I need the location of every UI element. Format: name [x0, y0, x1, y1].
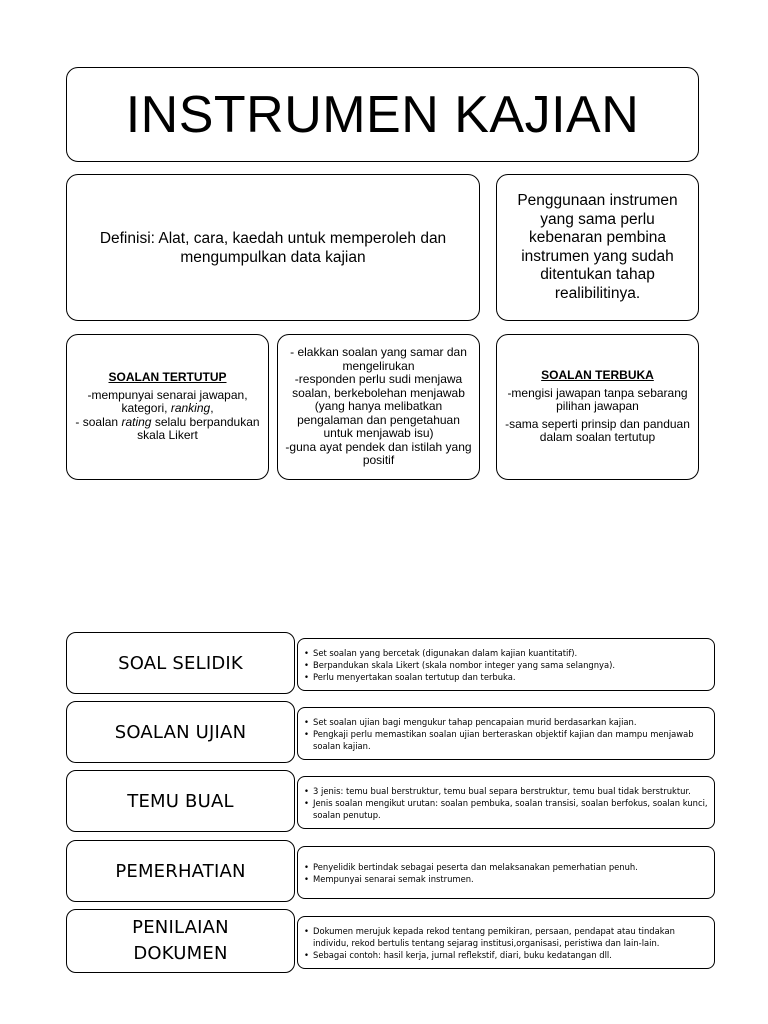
- note-box: [496, 174, 699, 321]
- bullet-icon: •: [304, 728, 309, 739]
- bullet-icon: •: [304, 716, 309, 727]
- method-desc-penilaian-dokumen: [297, 916, 715, 969]
- bullet-icon: •: [304, 659, 309, 670]
- method-point: [304, 647, 708, 659]
- closed-questions-point-1-end: ,: [210, 401, 214, 416]
- diagram-title: INSTRUMEN KAJIAN: [125, 85, 640, 144]
- bullet-icon: •: [304, 785, 309, 796]
- bullet-icon: •: [304, 671, 309, 682]
- method-point-text: Jenis soalan mengikut urutan: soalan pembuka, soalan transisi, soalan berfokus, soalan kunci, soalan penutup.: [313, 797, 708, 820]
- method-desc-pemerhatian: [297, 846, 715, 899]
- method-point: [304, 873, 708, 885]
- note-text: Penggunaan instrumen yang sama perlu kebenaran pembina instrumen yang sudah ditentukan tahap realibilitinya.: [517, 192, 678, 302]
- method-point: [304, 797, 708, 821]
- closed-questions-point-2-end: selalu berpandukan skala Likert: [137, 414, 260, 443]
- method-point: [304, 671, 708, 683]
- method-label-text: PENILAIAN DOKUMEN: [132, 917, 229, 964]
- bullet-icon: •: [304, 925, 309, 936]
- bullet-icon: •: [304, 647, 309, 658]
- method-point-text: Penyelidik bertindak sebagai peserta dan melaksanakan pemerhatian penuh.: [313, 861, 638, 872]
- method-point-text: 3 jenis: temu bual berstruktur, temu bual separa berstruktur, temu bual tidak berstruktur.: [313, 785, 691, 796]
- definition-text: Definisi: Alat, cara, kaedah untuk memperoleh dan mengumpulkan data kajian: [99, 229, 447, 266]
- title-box: [66, 67, 699, 162]
- closed-questions-point-1-italic: ranking: [170, 401, 211, 416]
- method-point-text: Set soalan ujian bagi mengukur tahap pencapaian murid berdasarkan kajian.: [313, 716, 637, 727]
- closed-questions-point-1: [73, 389, 262, 416]
- method-point: [304, 861, 708, 873]
- closed-questions-box: [66, 334, 269, 480]
- closed-questions-point-1-text: -mempunyai senarai jawapan, kategori,: [87, 387, 248, 416]
- method-point-text: Pengkaji perlu memastikan soalan ujian berteraskan objektif kajian dan mampu menjawab soalan kajian.: [313, 728, 694, 751]
- method-point: [304, 925, 708, 949]
- method-point-text: Berpandukan skala Likert (skala nombor integer yang sama selangnya).: [313, 659, 616, 670]
- method-point-text: Mempunyai senarai semak instrumen.: [313, 873, 474, 884]
- method-point: [304, 728, 708, 752]
- tip-item: -responden perlu sudi menjawa soalan, berkebolehan menjawab (yang hanya melibatkan pengalaman dan pengetahuan untuk menjawab isu): [292, 372, 465, 441]
- method-point-text: Set soalan yang bercetak (digunakan dalam kajian kuantitatif).: [313, 647, 578, 658]
- method-label-penilaian-dokumen: [66, 909, 295, 973]
- method-label-soalan-ujian: [66, 701, 295, 763]
- method-label-soal-selidik: [66, 632, 295, 694]
- open-questions-point: -mengisi jawapan tanpa sebarang pilihan jawapan: [507, 385, 688, 414]
- bullet-icon: •: [304, 949, 309, 960]
- method-desc-temu-bual: [297, 776, 715, 829]
- method-point: [304, 785, 708, 797]
- method-point-text: Dokumen merujuk kepada rekod tentang pemikiran, persaan, pendapat atau tindakan individu, rekod bertulis tentang sejarag institusi,organisasi, peristiwa dan lain-lain.: [313, 925, 675, 948]
- method-point: [304, 716, 708, 728]
- bullet-icon: •: [304, 797, 309, 808]
- method-point: [304, 659, 708, 671]
- method-label-text: SOALAN UJIAN: [114, 721, 247, 743]
- tip-item: - elakkan soalan yang samar dan mengelirukan: [290, 345, 467, 373]
- bullet-icon: •: [304, 861, 309, 872]
- tip-item: -guna ayat pendek dan istilah yang positif: [285, 439, 472, 468]
- bullet-icon: •: [304, 873, 309, 884]
- method-label-text: PEMERHATIAN: [115, 860, 246, 882]
- method-label-pemerhatian: [66, 840, 295, 902]
- method-desc-soalan-ujian: [297, 707, 715, 760]
- closed-questions-point-2-text: - soalan: [75, 414, 119, 429]
- method-desc-soal-selidik: [297, 638, 715, 691]
- closed-questions-heading: SOALAN TERTUTUP: [108, 370, 227, 385]
- method-label-text: SOAL SELIDIK: [118, 652, 243, 674]
- method-point-text: Sebagai contoh: hasil kerja, jurnal reflekstif, diari, buku kedatangan dll.: [313, 949, 612, 960]
- closed-questions-point-2-italic: rating: [121, 414, 152, 429]
- closed-questions-point-2: [73, 416, 262, 443]
- open-questions-heading: SOALAN TERBUKA: [541, 368, 654, 383]
- definition-box: [66, 174, 480, 321]
- open-questions-point: -sama seperti prinsip dan panduan dalam soalan tertutup: [505, 416, 690, 445]
- open-questions-box: [496, 334, 699, 480]
- question-tips-box: [277, 334, 480, 480]
- method-point: [304, 949, 708, 961]
- method-label-temu-bual: [66, 770, 295, 832]
- method-label-text: TEMU BUAL: [127, 790, 234, 812]
- method-point-text: Perlu menyertakan soalan tertutup dan terbuka.: [313, 671, 516, 682]
